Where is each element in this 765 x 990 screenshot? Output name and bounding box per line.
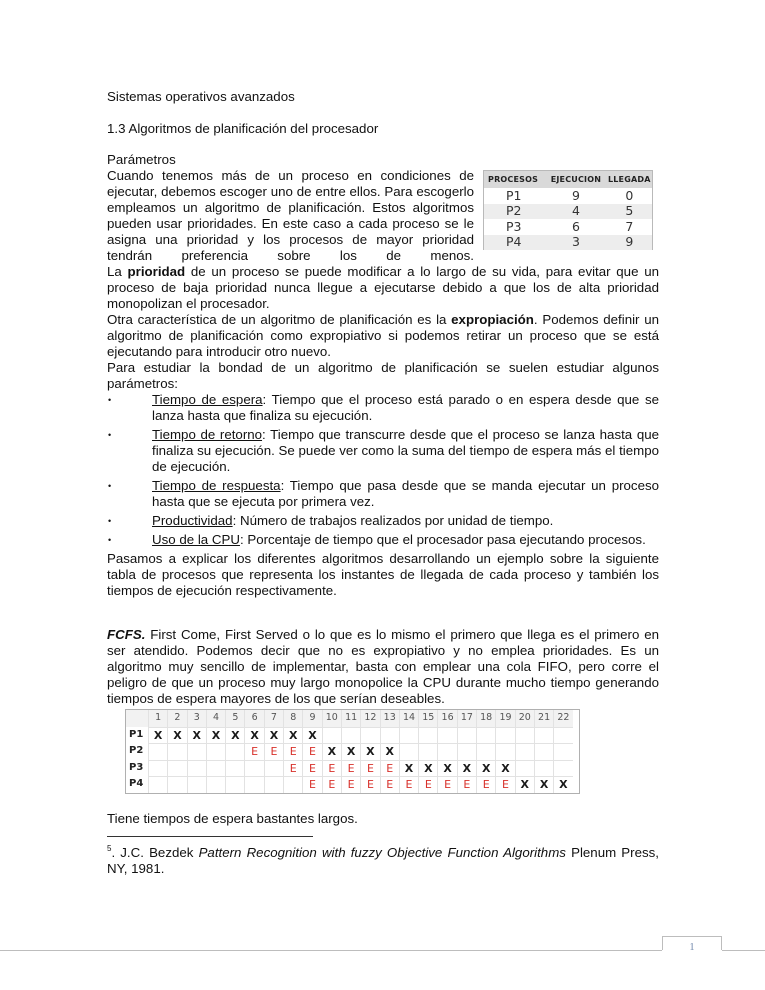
gantt-wait-cell: E [380,776,399,793]
gantt-empty-cell [437,743,456,760]
gantt-row-label: P2 [129,745,144,757]
gantt-wait-cell: E [360,760,379,777]
gantt-empty-cell [457,727,476,744]
gantt-wait-cell: E [399,776,418,793]
bullet-term: Tiempo de espera [152,392,263,407]
gantt-empty-cell [206,760,225,777]
gantt-corner [126,710,148,727]
fcfs-gantt-table [125,709,580,794]
gantt-exec-cell: X [380,743,399,760]
gantt-exec-cell: X [187,727,206,744]
section-title: 1.3 Algoritmos de planificación del procesador [107,121,379,136]
table-cell: P1 [506,187,522,203]
table-cell: 0 [625,187,634,203]
footnote-pre: . J.C. Bezdek [111,845,199,860]
gantt-exec-cell: X [167,727,186,744]
gantt-exec-cell: X [322,743,341,760]
gantt-exec-cell: X [476,760,495,777]
gantt-exec-cell: X [437,760,456,777]
gantt-exec-cell: X [399,760,418,777]
document-header-title: Sistemas operativos avanzados [107,89,295,104]
gantt-empty-cell [225,743,244,760]
list-item [107,427,659,475]
footnote [107,845,659,877]
gantt-column-header: 9 [302,710,321,727]
gantt-wait-cell: E [380,760,399,777]
bullet-icon: • [108,516,112,526]
gantt-row-label: P1 [129,728,144,740]
gantt-column-header: 10 [322,710,341,727]
table-cell: 5 [625,203,634,219]
gantt-wait-cell: E [437,776,456,793]
gantt-empty-cell [264,776,283,793]
bullet-icon: • [108,481,112,491]
table-cell: 7 [625,218,634,234]
gantt-exec-cell: X [283,727,302,744]
gantt-empty-cell [553,760,572,777]
expro-pre: Otra característica de un algoritmo de planificación es la [107,312,452,327]
gantt-wait-cell: E [476,776,495,793]
gantt-empty-cell [264,760,283,777]
bullet-text: : Tiempo que el proceso está parado o en espera desde que se lanza hasta que finaliza su ejecución. [152,392,659,423]
gantt-empty-cell [553,743,572,760]
gantt-empty-cell [553,727,572,744]
gantt-empty-cell [148,776,167,793]
gantt-exec-cell: X [264,727,283,744]
gantt-empty-cell [399,727,418,744]
gantt-wait-cell: E [302,760,321,777]
gantt-empty-cell [206,743,225,760]
list-item [107,392,659,424]
gantt-exec-cell: X [206,727,225,744]
gantt-column-header: 14 [399,710,418,727]
gantt-column-header: 16 [437,710,456,727]
parameters-bullet-list [107,392,659,548]
gantt-empty-cell [515,743,534,760]
gantt-empty-cell [187,743,206,760]
gantt-column-header: 8 [283,710,302,727]
gantt-exec-cell: X [225,727,244,744]
gantt-column-header: 21 [534,710,553,727]
footnote-book-title: Pattern Recognition with fuzzy Objective Function Algorithms [198,845,566,860]
gantt-empty-cell [187,776,206,793]
prioridad-post: de un proceso se puede modificar a lo largo de su vida, para evitar que un proceso de baja prioridad nunca llegue a ejecutarse debido a que los de alta prioridad monopolizan el procesador. [107,264,659,311]
table-cell: 4 [572,203,580,219]
footnote-separator [107,836,313,837]
fcfs-paragraph [107,627,659,707]
gantt-wait-cell: E [244,743,263,760]
gantt-column-header: 13 [380,710,399,727]
gantt-empty-cell [360,727,379,744]
gantt-wait-cell: E [283,760,302,777]
gantt-empty-cell [380,727,399,744]
table-cell: 9 [625,234,634,250]
after-gantt-text: Tiene tiempos de espera bastantes largos. [107,811,358,826]
gantt-column-header: 15 [418,710,437,727]
gantt-empty-cell [167,776,186,793]
gantt-wait-cell: E [495,776,514,793]
gantt-exec-cell: X [302,727,321,744]
gantt-empty-cell [515,727,534,744]
table-cell: 9 [572,187,580,203]
pasamos-paragraph: Pasamos a explicar los diferentes algoritmos desarrollando un ejemplo sobre la siguiente tabla de procesos que representa los instantes de llegada de cada proceso y también los tiempos de ejecución respectivamente. [107,551,659,598]
fcfs-text: First Come, First Served o lo que es lo mismo el primero que llega es el primero en ser atendido. Podemos decir que no es expropiativo y no emplea prioridades. Es un algoritmo muy sencillo de implementar, basta con emplear una cola FIFO, pero corre el peligro de que un proceso muy largo monopolice la CPU durante mucho tiempo generando tiempos de espera mayores de los que serían deseables. [107,627,659,706]
gantt-exec-cell: X [244,727,263,744]
gantt-column-header: 12 [360,710,379,727]
bullet-icon: • [108,395,112,405]
gantt-row [126,760,579,777]
bullet-text: : Tiempo que pasa desde que se manda ejecutar un proceso hasta que se ejecuta por primera vez. [152,478,660,509]
gantt-wait-cell: E [360,776,379,793]
bullet-text: : Porcentaje de tiempo que el procesador pasa ejecutando procesos. [239,532,646,547]
gantt-row [126,776,579,793]
gantt-exec-cell: X [418,760,437,777]
footnote-number: 5 [107,844,112,853]
header-procesos: PROCESOS [488,174,539,184]
table-cell: 3 [572,234,580,250]
gantt-exec-cell: X [553,776,572,793]
gantt-wait-cell: E [341,776,360,793]
gantt-row [126,727,579,744]
bullet-icon: • [108,535,112,545]
gantt-exec-cell: X [495,760,514,777]
gantt-column-header: 7 [264,710,283,727]
list-item [107,478,659,510]
intro-paragraph: Cuando tenemos más de un proceso en condiciones de ejecutar, debemos escoger uno de entre ellos. Para escogerlo empleamos un algoritmo de planificación. Estos algoritmos pueden usar prioridades. En este caso a cada proceso se le asigna una prioridad y los procesos de mayor prioridad tendrán preferencia sobre los de menos. [107,168,474,263]
gantt-empty-cell [534,727,553,744]
gantt-empty-cell [322,727,341,744]
gantt-column-header: 3 [187,710,206,727]
gantt-empty-cell [148,760,167,777]
gantt-empty-cell [187,760,206,777]
gantt-empty-cell [206,776,225,793]
gantt-column-header: 6 [244,710,263,727]
gantt-empty-cell [225,776,244,793]
gantt-exec-cell: X [360,743,379,760]
bullet-icon: • [108,430,112,440]
gantt-exec-cell: X [457,760,476,777]
gantt-wait-cell: E [264,743,283,760]
gantt-column-header: 20 [515,710,534,727]
fcfs-title: FCFS. [107,627,146,642]
gantt-wait-cell: E [322,776,341,793]
gantt-wait-cell: E [341,760,360,777]
gantt-wait-cell: E [283,743,302,760]
gantt-column-header: 18 [476,710,495,727]
prioridad-pre: La [107,264,128,279]
bullet-term: Uso de la CPU [152,532,240,547]
gantt-empty-cell [534,743,553,760]
gantt-empty-cell [225,760,244,777]
gantt-column-header: 17 [457,710,476,727]
gantt-wait-cell: E [302,776,321,793]
gantt-wait-cell: E [457,776,476,793]
gantt-empty-cell [341,727,360,744]
gantt-column-header: 22 [553,710,572,727]
list-item [107,532,659,548]
gantt-exec-cell: X [341,743,360,760]
gantt-empty-cell [437,727,456,744]
gantt-row [126,743,579,760]
gantt-header-row [126,710,579,727]
table-row [484,235,652,251]
table-cell: P2 [506,203,522,219]
bullet-term: Tiempo de retorno [152,427,263,442]
bullet-term: Productividad [152,513,233,528]
prioridad-term: prioridad [127,264,186,279]
gantt-column-header: 19 [495,710,514,727]
gantt-empty-cell [515,760,534,777]
gantt-empty-cell [495,743,514,760]
parameters-heading: Parámetros [107,152,176,167]
gantt-column-header: 2 [167,710,186,727]
table-row [484,219,652,235]
gantt-empty-cell [418,727,437,744]
gantt-row-label: P3 [129,761,144,773]
gantt-empty-cell [399,743,418,760]
header-llegada: LLEGADA [607,174,651,184]
gantt-column-header: 1 [148,710,167,727]
estudiar-paragraph: Para estudiar la bondad de un algoritmo de planificación se suelen estudiar algunos parámetros: [107,360,659,391]
gantt-exec-cell: X [148,727,167,744]
gantt-row-label: P4 [129,778,144,790]
gantt-wait-cell: E [418,776,437,793]
gantt-empty-cell [167,743,186,760]
bullet-term: Tiempo de respuesta [152,478,281,493]
bullet-text: : Tiempo que transcurre desde que el proceso se lanza hasta que finaliza su ejecución. Se puede ver como la suma del tiempo de espera más el tiempo de ejecución. [152,427,660,474]
table-row [484,188,652,204]
gantt-exec-cell: X [534,776,553,793]
expropiacion-term: expropiación [451,312,534,327]
gantt-column-header: 4 [206,710,225,727]
table-cell: P4 [506,234,522,250]
prioridad-paragraph [107,264,659,312]
gantt-empty-cell [148,743,167,760]
gantt-empty-cell [167,760,186,777]
gantt-empty-cell [476,727,495,744]
gantt-exec-cell: X [515,776,534,793]
header-ejecucion: EJECUCION [550,174,602,184]
list-item [107,513,659,529]
gantt-column-header: 11 [341,710,360,727]
gantt-empty-cell [283,776,302,793]
table-row [484,204,652,220]
process-table-header [484,171,652,188]
table-cell: P3 [506,218,522,234]
bullet-text: : Número de trabajos realizados por unidad de tiempo. [232,513,554,528]
process-table [483,170,653,250]
gantt-wait-cell: E [302,743,321,760]
gantt-empty-cell [457,743,476,760]
gantt-empty-cell [244,776,263,793]
gantt-wait-cell: E [322,760,341,777]
gantt-empty-cell [495,727,514,744]
footer-rule-right [722,950,765,951]
table-cell: 6 [572,218,580,234]
expropiacion-paragraph [107,312,659,360]
footer-rule [0,950,662,951]
gantt-column-header: 5 [225,710,244,727]
page-number: 1 [689,942,695,953]
gantt-empty-cell [476,743,495,760]
footnote-post: Plenum Press, NY, 1981. [107,845,659,876]
expro-post: . Podemos definir un algoritmo de planificación como expropiativo si podemos retirar un proceso que se está ejecutando para introducir otro nuevo. [107,312,659,359]
gantt-empty-cell [244,760,263,777]
gantt-empty-cell [418,743,437,760]
gantt-empty-cell [534,760,553,777]
